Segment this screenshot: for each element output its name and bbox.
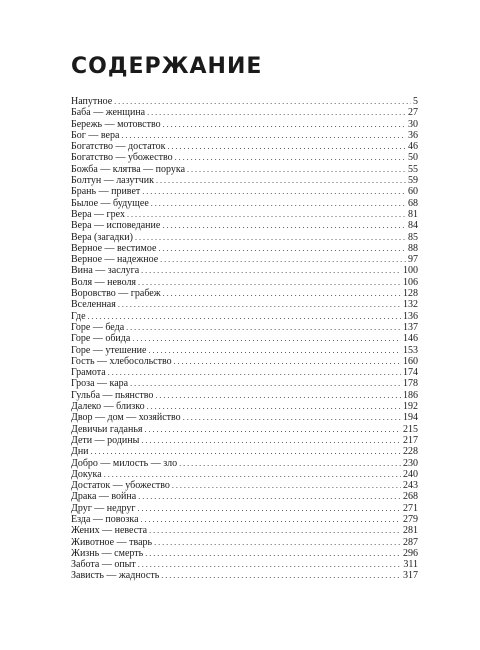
toc-dot-leader bbox=[179, 458, 401, 469]
toc-entry-page: 97 bbox=[408, 254, 418, 266]
toc-entry bbox=[71, 412, 418, 423]
toc-entry bbox=[71, 367, 418, 378]
toc-entry bbox=[71, 514, 418, 525]
toc-entry bbox=[71, 311, 418, 322]
toc-entry-page: 136 bbox=[403, 310, 418, 322]
toc-entry-title: Верное — надежное bbox=[71, 254, 159, 266]
toc-entry-page: 240 bbox=[403, 468, 418, 480]
toc-entry-title: Жених — невеста bbox=[71, 525, 148, 537]
toc-dot-leader bbox=[187, 164, 406, 175]
toc-entry bbox=[71, 220, 418, 231]
toc-entry-title: Двор — дом — хозяйство bbox=[71, 412, 181, 424]
toc-entry bbox=[71, 458, 418, 469]
toc-dot-leader bbox=[141, 514, 401, 525]
toc-dot-leader bbox=[145, 548, 401, 559]
toc-entry bbox=[71, 570, 418, 581]
toc-entry-title: Горе — обида bbox=[71, 333, 131, 345]
toc-dot-leader bbox=[158, 243, 406, 254]
toc-entry-title: Воровство — грабеж bbox=[71, 288, 161, 300]
toc-dot-leader bbox=[172, 480, 401, 491]
toc-entry-title: Далеко — близко bbox=[71, 401, 145, 413]
toc-entry bbox=[71, 299, 418, 310]
toc-dot-leader bbox=[88, 311, 401, 322]
toc-entry bbox=[71, 435, 418, 446]
toc-entry-page: 137 bbox=[403, 321, 418, 333]
toc-dot-leader bbox=[138, 503, 401, 514]
toc-entry-title: Драка — война bbox=[71, 491, 137, 503]
toc-entry-title: Вера — исповедание bbox=[71, 220, 161, 232]
toc-entry bbox=[71, 378, 418, 389]
toc-dot-leader bbox=[141, 435, 401, 446]
toc-dot-leader bbox=[141, 265, 401, 276]
toc-dot-leader bbox=[156, 175, 406, 186]
toc-entry-title: Докука bbox=[71, 468, 102, 480]
toc-entry-title: Богатство — убожество bbox=[71, 152, 173, 164]
toc-entry bbox=[71, 96, 418, 107]
toc-entry-page: 68 bbox=[408, 197, 418, 209]
toc-entry-page: 174 bbox=[403, 367, 418, 379]
toc-entry bbox=[71, 345, 418, 356]
toc-entry bbox=[71, 548, 418, 559]
toc-entry-page: 85 bbox=[408, 231, 418, 243]
toc-entry-title: Вера (загадки) bbox=[71, 231, 133, 243]
toc-entry-page: 5 bbox=[413, 96, 418, 107]
toc-entry-title: Верное — вестимое bbox=[71, 242, 157, 254]
toc-entry-title: Брань — привет bbox=[71, 186, 141, 198]
toc-dot-leader bbox=[144, 424, 401, 435]
toc-entry-page: 30 bbox=[408, 118, 418, 130]
toc-entry bbox=[71, 198, 418, 209]
toc-entry-page: 88 bbox=[408, 242, 418, 254]
toc-entry-title: Горе — беда bbox=[71, 321, 125, 333]
toc-entry bbox=[71, 288, 418, 299]
toc-entry-title: Друг — недруг bbox=[71, 502, 136, 514]
toc-entry-page: 132 bbox=[403, 299, 418, 311]
toc-entry-title: Девичьи гаданья bbox=[71, 423, 143, 435]
toc-dot-leader bbox=[127, 209, 406, 220]
toc-entry-page: 281 bbox=[403, 525, 418, 537]
toc-dot-leader bbox=[132, 333, 401, 344]
toc-entry-page: 228 bbox=[403, 446, 418, 458]
toc-dot-leader bbox=[114, 96, 411, 107]
toc-entry-page: 50 bbox=[408, 152, 418, 164]
toc-entry-page: 153 bbox=[403, 344, 418, 356]
toc-dot-leader bbox=[175, 152, 406, 163]
toc-entry bbox=[71, 480, 418, 491]
toc-entry-title: Бог — вера bbox=[71, 129, 120, 141]
toc-entry bbox=[71, 164, 418, 175]
toc-dot-leader bbox=[161, 570, 401, 581]
toc-entry-title: Животное — тварь bbox=[71, 536, 153, 548]
toc-entry-title: Дети — родины bbox=[71, 434, 140, 446]
toc-dot-leader bbox=[138, 491, 401, 502]
toc-entry-title: Горе — утешение bbox=[71, 344, 147, 356]
toc-entry-page: 271 bbox=[403, 502, 418, 514]
toc-entry bbox=[71, 356, 418, 367]
toc-entry bbox=[71, 559, 418, 570]
toc-entry-page: 311 bbox=[403, 559, 418, 571]
toc-entry-page: 287 bbox=[403, 536, 418, 548]
toc-dot-leader bbox=[154, 537, 401, 548]
toc-dot-leader bbox=[147, 401, 401, 412]
toc-entry-page: 59 bbox=[408, 175, 418, 187]
toc-entry-page: 81 bbox=[408, 208, 418, 220]
toc-entry-page: 194 bbox=[403, 412, 418, 424]
toc-entry-title: Воля — неволя bbox=[71, 276, 137, 288]
toc-entry-title: Езда — повозка bbox=[71, 513, 139, 525]
toc-entry bbox=[71, 390, 418, 401]
toc-entry bbox=[71, 491, 418, 502]
toc-entry-title: Баба — женщина bbox=[71, 107, 146, 119]
toc-entry-page: 178 bbox=[403, 378, 418, 390]
toc-entry bbox=[71, 107, 418, 118]
toc-entry-title: Напутное bbox=[71, 96, 113, 107]
toc-entry-title: Вина — заслуга bbox=[71, 265, 140, 277]
toc-page bbox=[71, 52, 418, 582]
toc-entry-page: 128 bbox=[403, 288, 418, 300]
toc-dot-leader bbox=[104, 469, 401, 480]
toc-entry-title: Достаток — убожество bbox=[71, 480, 170, 492]
toc-entry-page: 146 bbox=[403, 333, 418, 345]
toc-entry-title: Гость — хлебосольство bbox=[71, 355, 172, 367]
toc-entry bbox=[71, 322, 418, 333]
toc-entry bbox=[71, 503, 418, 514]
toc-dot-leader bbox=[174, 356, 401, 367]
toc-entry bbox=[71, 424, 418, 435]
toc-entry-page: 279 bbox=[403, 513, 418, 525]
toc-entry-page: 36 bbox=[408, 129, 418, 141]
toc-dot-leader bbox=[149, 525, 401, 536]
toc-entry-title: Вера — грех bbox=[71, 208, 125, 220]
toc-entry bbox=[71, 265, 418, 276]
toc-entry-title: Жизнь — смерть bbox=[71, 547, 144, 559]
toc-entry-page: 186 bbox=[403, 389, 418, 401]
toc-entry-title: Вселенная bbox=[71, 299, 116, 311]
toc-entry-page: 160 bbox=[403, 355, 418, 367]
toc-entry bbox=[71, 186, 418, 197]
toc-entry-page: 230 bbox=[403, 457, 418, 469]
toc-entry-page: 192 bbox=[403, 401, 418, 413]
toc-entry-title: Болтун — лазутчик bbox=[71, 175, 154, 187]
toc-entry bbox=[71, 209, 418, 220]
toc-entry bbox=[71, 277, 418, 288]
toc-dot-leader bbox=[151, 198, 406, 209]
toc-dot-leader bbox=[138, 559, 402, 570]
toc-dot-leader bbox=[162, 220, 406, 231]
toc-entry-title: Бережь — мотовство bbox=[71, 118, 161, 130]
toc-dot-leader bbox=[108, 367, 401, 378]
toc-entry-page: 84 bbox=[408, 220, 418, 232]
toc-dot-leader bbox=[130, 378, 401, 389]
toc-entry bbox=[71, 141, 418, 152]
toc-entry-page: 215 bbox=[403, 423, 418, 435]
toc-entry bbox=[71, 130, 418, 141]
toc-entry-title: Добро — милость — зло bbox=[71, 457, 178, 469]
toc-entry bbox=[71, 446, 418, 457]
toc-entry bbox=[71, 537, 418, 548]
toc-entry-page: 100 bbox=[403, 265, 418, 277]
toc-list bbox=[71, 96, 418, 582]
toc-entry-title: Где bbox=[71, 310, 86, 322]
toc-entry bbox=[71, 175, 418, 186]
toc-dot-leader bbox=[160, 254, 406, 265]
toc-dot-leader bbox=[135, 232, 406, 243]
toc-entry-page: 317 bbox=[403, 570, 418, 582]
toc-entry bbox=[71, 525, 418, 536]
toc-entry-title: Былое — будущее bbox=[71, 197, 149, 209]
toc-entry bbox=[71, 119, 418, 130]
toc-entry bbox=[71, 254, 418, 265]
toc-entry-page: 106 bbox=[403, 276, 418, 288]
toc-dot-leader bbox=[163, 119, 406, 130]
toc-entry-title: Божба — клятва — порука bbox=[71, 163, 186, 175]
toc-entry bbox=[71, 243, 418, 254]
toc-entry-title: Богатство — достаток bbox=[71, 141, 166, 153]
toc-dot-leader bbox=[142, 186, 406, 197]
toc-dot-leader bbox=[121, 130, 406, 141]
toc-entry-title: Дни bbox=[71, 446, 89, 458]
toc-entry-page: 27 bbox=[408, 107, 418, 119]
page-title: СОДЕРЖАНИЕ bbox=[71, 54, 263, 79]
toc-entry-page: 60 bbox=[408, 186, 418, 198]
toc-dot-leader bbox=[126, 322, 401, 333]
toc-entry-title: Забота — опыт bbox=[71, 559, 136, 571]
toc-entry bbox=[71, 232, 418, 243]
toc-entry bbox=[71, 333, 418, 344]
toc-dot-leader bbox=[168, 141, 406, 152]
toc-entry-page: 268 bbox=[403, 491, 418, 503]
toc-dot-leader bbox=[118, 299, 401, 310]
toc-entry-page: 296 bbox=[403, 547, 418, 559]
toc-dot-leader bbox=[183, 412, 401, 423]
toc-dot-leader bbox=[147, 107, 406, 118]
toc-entry-page: 243 bbox=[403, 480, 418, 492]
toc-dot-leader bbox=[163, 288, 401, 299]
toc-entry-page: 46 bbox=[408, 141, 418, 153]
toc-dot-leader bbox=[91, 446, 401, 457]
toc-entry-title: Грамота bbox=[71, 367, 106, 379]
toc-dot-leader bbox=[155, 390, 401, 401]
toc-dot-leader bbox=[148, 345, 401, 356]
toc-entry-title: Зависть — жадность bbox=[71, 570, 160, 582]
toc-entry-page: 55 bbox=[408, 163, 418, 175]
toc-entry bbox=[71, 152, 418, 163]
toc-dot-leader bbox=[138, 277, 401, 288]
toc-entry-title: Гроза — кара bbox=[71, 378, 129, 390]
toc-entry-title: Гульба — пьянство bbox=[71, 389, 154, 401]
toc-entry-page: 217 bbox=[403, 434, 418, 446]
toc-entry bbox=[71, 401, 418, 412]
toc-entry bbox=[71, 469, 418, 480]
